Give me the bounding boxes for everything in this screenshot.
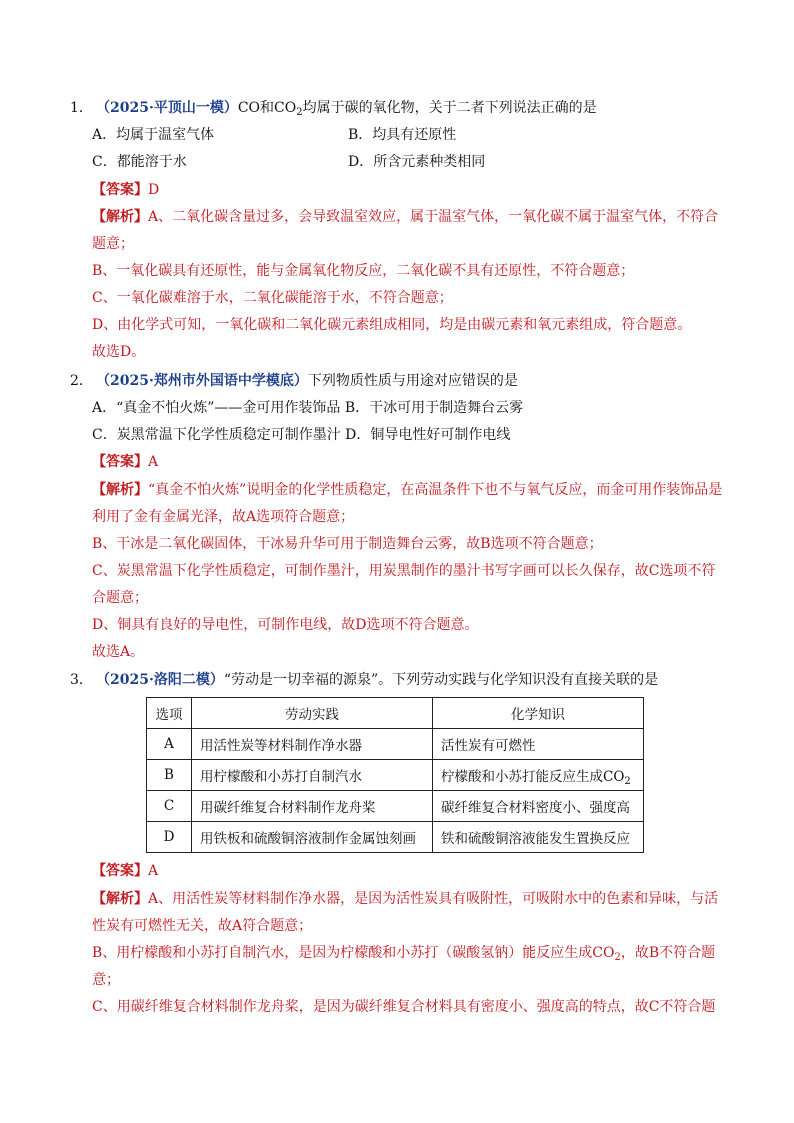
table-header-row	[147, 698, 644, 729]
question-source: （2025·郑州市外国语中学模底）	[96, 373, 308, 389]
answer-line	[92, 861, 732, 881]
question-source: （2025·洛阳二模）	[96, 672, 224, 688]
table-cell	[433, 760, 644, 791]
answer-value: D	[148, 182, 160, 198]
table-cell: D	[147, 822, 192, 853]
analysis-line: 利用了金有金属光泽，故A选项符合题意；	[92, 509, 355, 525]
table-cell: 活性炭有可燃性	[433, 729, 644, 760]
answer-tag: 【答案】	[92, 863, 148, 879]
analysis-line: D、铜具有良好的导电性，可制作电线，故D选项不符合题意。	[92, 617, 479, 633]
table-cell: 用碳纤维复合材料制作龙舟桨	[192, 791, 433, 822]
table-cell: 碳纤维复合材料密度小、强度高	[433, 791, 644, 822]
question-1-stem	[70, 98, 730, 118]
answer-value: A	[148, 454, 159, 470]
analysis-line: B、一氧化碳具有还原性，能与金属氧化物反应，二氧化碳不具有还原性，不符合题意；	[92, 263, 635, 279]
analysis-tag: 【解析】	[92, 482, 148, 498]
table-row	[147, 760, 644, 791]
analysis-line: 意；	[92, 972, 120, 988]
analysis-line: 故选D。	[92, 344, 146, 360]
analysis-line: C、炭黑常温下化学性质稳定，可制作墨汁，用炭黑制作的墨汁书写字画可以长久保存，故C选项不符	[92, 563, 716, 579]
question-3-table	[146, 697, 644, 853]
analysis-text: “真金不怕火炼”说明金的化学性质稳定，在高温条件下也不与氧气反应，而金可用作装饰品是	[148, 482, 723, 498]
analysis-line	[92, 207, 732, 227]
analysis-line: C、用碳纤维复合材料制作龙舟桨，是因为碳纤维复合材料具有密度小、强度高的特点，故C不符合题	[92, 999, 716, 1015]
analysis-tag: 【解析】	[92, 209, 148, 225]
subscript: 2	[296, 107, 303, 118]
question-number: 3．	[70, 672, 93, 688]
analysis-line: B、干冰是二氧化碳固体，干冰易升华可用于制造舞台云雾，故B选项不符合题意；	[92, 536, 603, 552]
answer-tag: 【答案】	[92, 182, 148, 198]
table-header-cell: 化学知识	[433, 698, 644, 729]
table-header-cell: 选项	[147, 698, 192, 729]
question-number: 1．	[70, 100, 93, 116]
table-cell: 用铁板和硫酸铜溶液制作金属蚀刻画	[192, 822, 433, 853]
analysis-line: 故选A。	[92, 644, 145, 660]
option-b: B．均具有还原性	[348, 127, 457, 143]
table-cell: 用柠檬酸和小苏打自制汽水	[192, 760, 433, 791]
stem-text: CO和CO	[237, 100, 297, 116]
question-3-stem	[70, 670, 730, 690]
stem-text: 均属于碳的氧化物，关于二者下列说法正确的是	[302, 100, 597, 116]
analysis-line: D、由化学式可知，一氧化碳和二氧化碳元素组成相同，均是由碳元素和氧元素组成，符合题意。	[92, 317, 692, 333]
question-source: （2025·平顶山一模）	[96, 100, 238, 116]
analysis-tag: 【解析】	[92, 891, 148, 907]
table-row	[147, 822, 644, 853]
table-row	[147, 791, 644, 822]
analysis-line: 合题意；	[92, 590, 148, 606]
option-c: C．都能溶于水	[92, 154, 187, 170]
subscript: 2	[624, 776, 631, 787]
table-cell: A	[147, 729, 192, 760]
option-line-ab: A．“真金不怕火炼”——金可用作装饰品 B．干冰可用于制造舞台云雾	[92, 400, 524, 416]
answer-line	[92, 452, 732, 472]
analysis-text: A、用活性炭等材料制作净水器，是因为活性炭具有吸附性，可吸附水中的色素和异味，与活	[148, 891, 719, 907]
stem-text: 下列物质性质与用途对应错误的是	[307, 373, 518, 389]
table-header-cell: 劳动实践	[192, 698, 433, 729]
table-cell: 铁和硫酸铜溶液能发生置换反应	[433, 822, 644, 853]
question-number: 2．	[70, 373, 93, 389]
analysis-text: B、用柠檬酸和小苏打自制汽水，是因为柠檬酸和小苏打（碳酸氢钠）能反应生成CO	[92, 945, 615, 961]
stem-text: “劳动是一切幸福的源泉”。下列劳动实践与化学知识没有直接关联的是	[223, 672, 659, 688]
analysis-line: 题意；	[92, 236, 134, 252]
analysis-text: A、二氧化碳含量过多，会导致温室效应，属于温室气体，一氧化碳不属于温室气体，不符合	[148, 209, 719, 225]
table-row	[147, 729, 644, 760]
cell-text: 柠檬酸和小苏打能反应生成CO	[441, 769, 625, 785]
table-cell: B	[147, 760, 192, 791]
table-cell: C	[147, 791, 192, 822]
analysis-line: 性炭有可燃性无关，故A符合题意；	[92, 918, 313, 934]
answer-line	[92, 180, 732, 200]
question-2-stem	[70, 371, 730, 391]
analysis-line	[92, 889, 732, 909]
answer-value: A	[148, 863, 159, 879]
analysis-line	[92, 943, 732, 963]
answer-tag: 【答案】	[92, 454, 148, 470]
option-line-cd: C．炭黑常温下化学性质稳定可制作墨汁 D．铜导电性好可制作电线	[92, 427, 511, 443]
option-a: A．均属于温室气体	[92, 127, 215, 143]
analysis-line: C、一氧化碳难溶于水，二氧化碳能溶于水，不符合题意；	[92, 290, 453, 306]
subscript: 2	[614, 952, 621, 963]
analysis-line	[92, 480, 732, 500]
analysis-text: ，故B不符合题	[620, 945, 716, 961]
option-d: D．所含元素种类相同	[348, 154, 486, 170]
table-cell: 用活性炭等材料制作净水器	[192, 729, 433, 760]
